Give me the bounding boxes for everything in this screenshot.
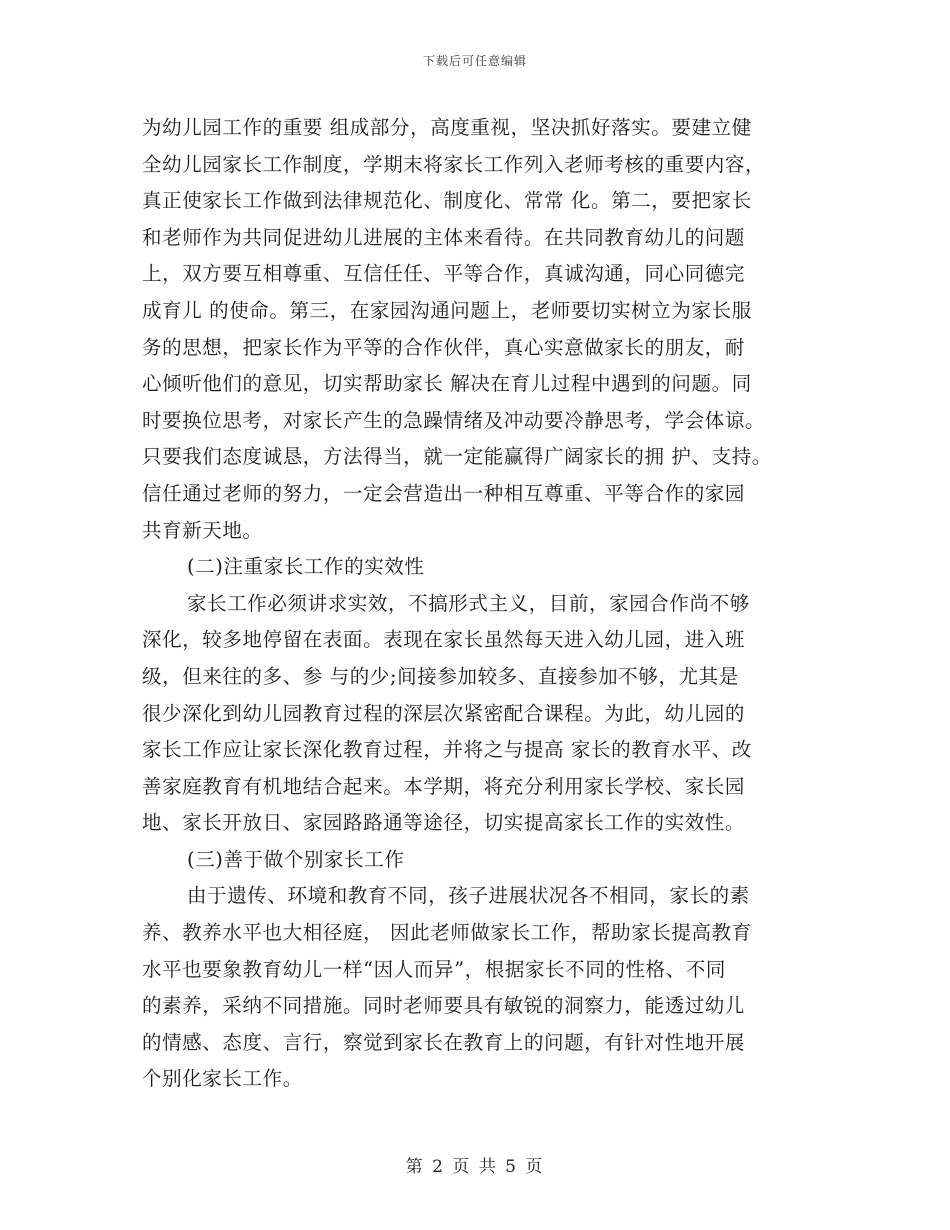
text-line: 时要换位思考，对家长产生的急躁情绪及冲动要冷静思考，学会体谅。 [142,408,766,432]
text-line: (三)善于做个别家长工作 [187,847,405,871]
text-line: 务的思想，把家长作为平等的合作伙伴，真心实意做家长的朋友，耐 [142,335,746,359]
text-line: 由于遗传、环境和教育不同，孩子进展状况各不相同，家长的素 [187,884,750,908]
text-line: 和老师作为共同促进幼儿进展的主体来看待。在共同教育幼儿的问题 [142,225,746,249]
header-note: 下载后可任意编辑 [422,54,527,68]
text-line: 的情感、态度、言行，察觉到家长在教育上的问题，有针对性地开展 [142,1030,746,1054]
text-line: 成育儿 的使命。第三，在家园沟通问题上，老师要切实树立为家长服 [142,298,752,322]
text-line: 信任通过老师的努力，一定会营造出一种相互尊重、平等合作的家园 [142,481,746,505]
text-line: 养、教养水平也大相径庭， 因此老师做家长工作，帮助家长提高教育 [142,921,752,945]
text-line: 真正使家长工作做到法律规范化、制度化、常常 化。第二，要把家长 [142,189,752,213]
text-line: 个别化家长工作。 [142,1067,303,1091]
text-line: 只要我们态度诚恳，方法得当，就一定能赢得广阔家长的拥 护、支持。 [142,445,772,469]
text-line: 全幼儿园家长工作制度，学期末将家长工作列入老师考核的重要内容， [142,152,766,176]
text-line: 地、家长开放日、家园路路通等途径，切实提高家长工作的实效性。 [142,811,746,835]
text-line: 家长工作应让家长深化教育过程，并将之与提高 家长的教育水平、改 [142,738,752,762]
document-body [142,110,822,1098]
text-line: 级，但来往的多、参 与的少;间接参加较多、直接参加不够，尤其是 [142,664,739,688]
text-line: 水平也要象教育幼儿一样“因人而异”，根据家长不同的性格、不同 [142,957,726,981]
text-line: 心倾听他们的意见，切实帮助家长 解决在育儿过程中遇到的问题。同 [142,372,752,396]
text-line: 为幼儿园工作的重要 组成部分，高度重视，坚决抓好落实。要建立健 [142,116,752,139]
text-line: (二)注重家长工作的实效性 [187,555,425,579]
text-line: 的素养，采纳不同措施。同时老师要具有敏锐的洞察力，能透过幼儿 [142,994,746,1018]
text-line: 善家庭教育有机地结合起来。本学期，将充分利用家长学校、家长园 [142,774,746,798]
text-line: 家长工作必须讲求实效，不搞形式主义，目前，家园合作尚不够 [187,591,750,615]
page-number: 第 2 页 共 5 页 [405,1157,545,1177]
text-line: 很少深化到幼儿园教育过程的深层次紧密配合课程。为此，幼儿园的 [142,701,746,725]
text-line: 深化，较多地停留在表面。表现在家长虽然每天进入幼儿园，进入班 [142,628,746,652]
text-line: 上，双方要互相尊重、互信任任、平等合作，真诚沟通，同心同德完 [142,262,746,286]
text-line: 共育新天地。 [142,518,263,542]
